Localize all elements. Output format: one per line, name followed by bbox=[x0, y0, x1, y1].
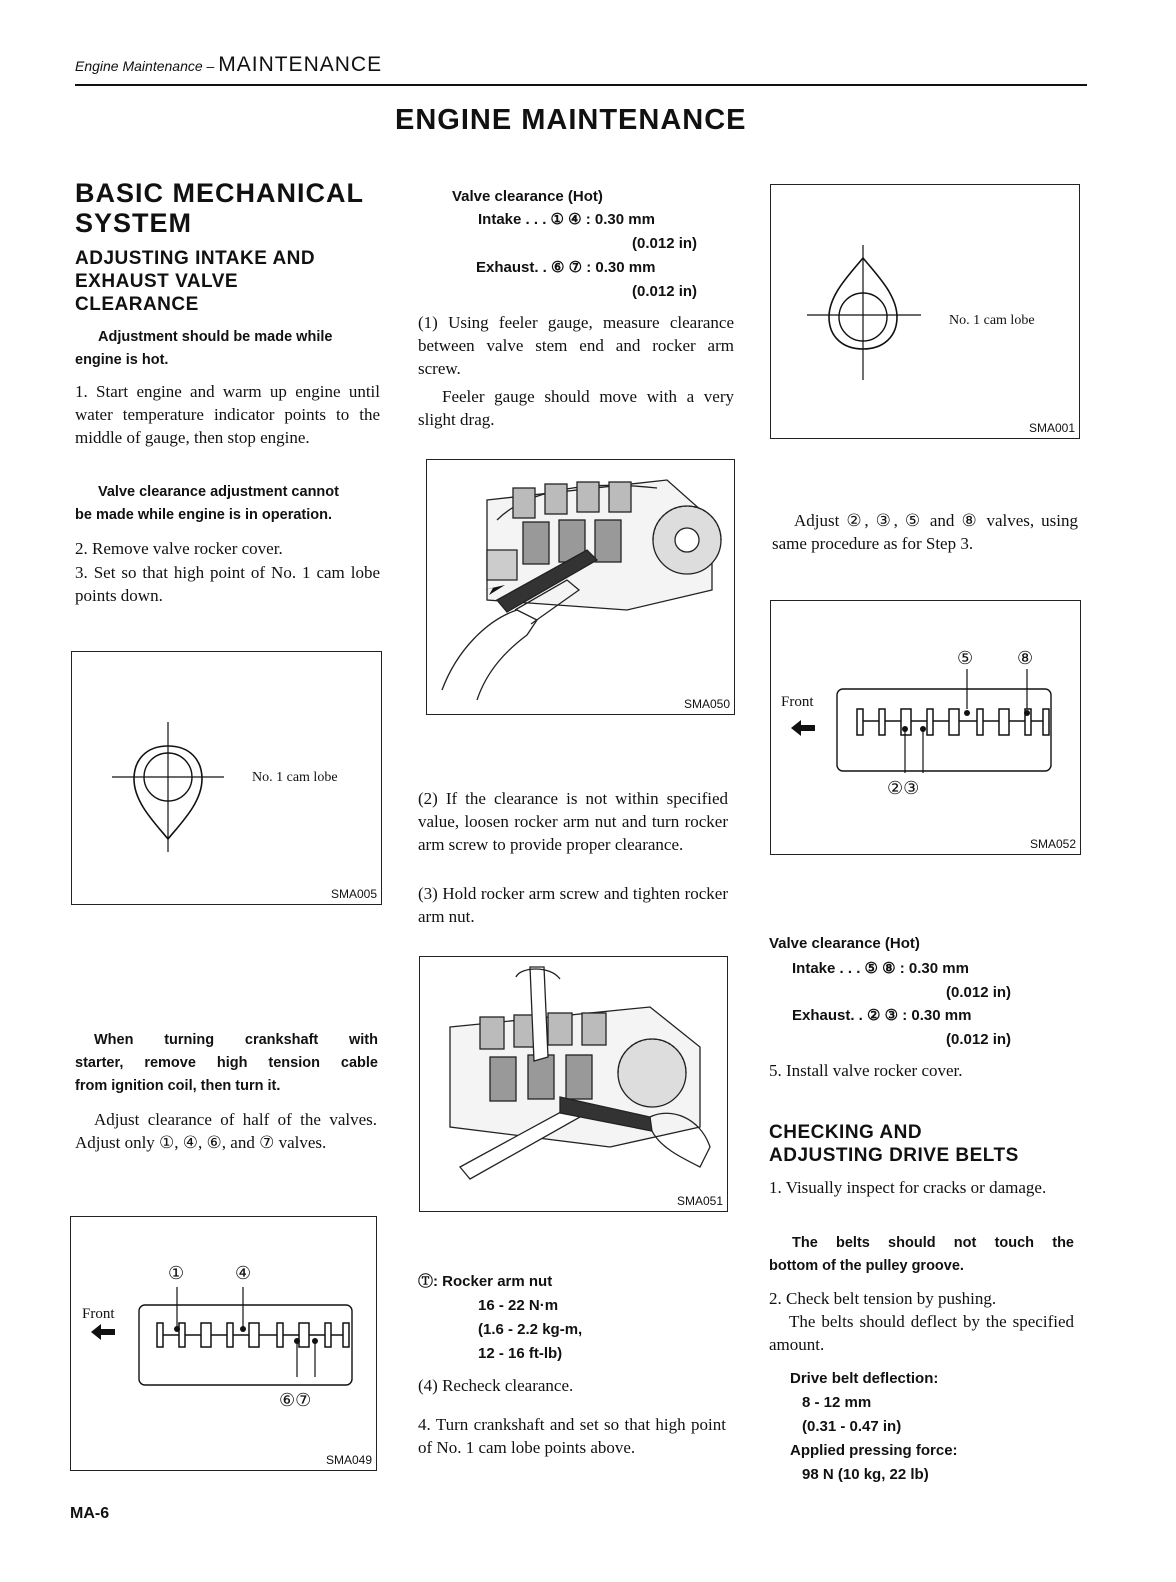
figure-code: SMA001 bbox=[1028, 421, 1075, 435]
valve-nums-bottom: ⑥⑦ bbox=[279, 1390, 312, 1410]
page-number: MA-6 bbox=[70, 1505, 110, 1522]
front-label: Front bbox=[781, 694, 814, 710]
valve-num-top-left: ① bbox=[168, 1263, 185, 1283]
valve-num-top-right: ④ bbox=[235, 1263, 252, 1283]
page-title: ENGINE MAINTENANCE bbox=[395, 104, 747, 136]
torque-label: Ⓣ: Rocker arm nut bbox=[418, 1273, 553, 1290]
rocker-arm-adjust-illustration bbox=[420, 957, 729, 1213]
figure-code: SMA052 bbox=[1029, 837, 1076, 851]
valve-nums-bottom: ②③ bbox=[887, 778, 920, 798]
note-crank-line-3: from ignition coil, then turn it. bbox=[75, 1078, 281, 1094]
figure-sma001 bbox=[770, 184, 1080, 439]
note-operation-line-1: Valve clearance adjustment cannot bbox=[98, 484, 339, 500]
note-hot-line-2: engine is hot. bbox=[75, 352, 169, 368]
subheading-line-3: CLEARANCE bbox=[75, 294, 199, 315]
camshaft-diagram bbox=[71, 1217, 378, 1472]
figure-sma052 bbox=[770, 600, 1081, 855]
valve-num-top-right: ⑧ bbox=[1017, 648, 1034, 668]
spec-intake-in: (0.012 in) bbox=[946, 984, 1012, 1001]
adjust-half-valves: Adjust clearance of half of the valves. Adjust only ①, ④, ⑥, and ⑦ valves. bbox=[75, 1110, 377, 1152]
belt-step-2b: The belts should deflect by the specified amount. bbox=[769, 1312, 1074, 1354]
figure-sma005 bbox=[71, 651, 382, 905]
figure-sma051 bbox=[419, 956, 728, 1212]
note-belt-line-2: bottom of the pulley groove. bbox=[769, 1258, 964, 1274]
step-5: 5. Install valve rocker cover. bbox=[769, 1061, 963, 1080]
cam-lobe-label: No. 1 cam lobe bbox=[949, 313, 1035, 328]
figure-sma050 bbox=[426, 459, 735, 715]
note-crank-line-2: starter, remove high tension cable bbox=[75, 1055, 378, 1071]
step-4: 4. Turn crankshaft and set so that high point of No. 1 cam lobe points above. bbox=[418, 1415, 726, 1457]
subheading-line-2: EXHAUST VALVE bbox=[75, 271, 239, 292]
subheading-drive-belts-1: CHECKING AND bbox=[769, 1122, 923, 1143]
valve-num-top-left: ⑤ bbox=[957, 648, 974, 668]
feeler-gauge-illustration bbox=[427, 460, 736, 716]
figure-sma049 bbox=[70, 1216, 377, 1471]
header-section: Engine Maintenance bbox=[75, 58, 203, 74]
deflection-title: Drive belt deflection: bbox=[790, 1370, 939, 1387]
spec-title: Valve clearance (Hot) bbox=[452, 188, 603, 205]
force-title: Applied pressing force: bbox=[790, 1442, 958, 1459]
header-rule bbox=[75, 84, 1087, 86]
note-operation-line-2: be made while engine is in operation. bbox=[75, 507, 333, 523]
torque-value-3: 12 - 16 ft-lb) bbox=[478, 1345, 563, 1362]
deflection-value-mm: 8 - 12 mm bbox=[802, 1394, 872, 1411]
figure-code: SMA050 bbox=[683, 697, 730, 711]
front-label: Front bbox=[82, 1306, 115, 1322]
header-separator: – bbox=[206, 58, 215, 74]
header-title: MAINTENANCE bbox=[218, 53, 383, 76]
cam-lobe-label: No. 1 cam lobe bbox=[252, 770, 338, 785]
spec-intake: Intake . . . ① ④ : 0.30 mm bbox=[478, 211, 655, 228]
spec-title: Valve clearance (Hot) bbox=[769, 935, 920, 952]
deflection-value-in: (0.31 - 0.47 in) bbox=[802, 1418, 902, 1435]
camshaft-diagram bbox=[771, 601, 1082, 856]
note-belt-line-1: The belts should not touch the bbox=[792, 1235, 1074, 1251]
figure-code: SMA005 bbox=[330, 887, 377, 901]
belt-step-1: 1. Visually inspect for cracks or damage. bbox=[769, 1178, 1047, 1197]
spec-intake: Intake . . . ⑤ ⑧ : 0.30 mm bbox=[792, 960, 969, 977]
step-2: 2. Remove valve rocker cover. bbox=[75, 539, 283, 558]
spec-exhaust-in: (0.012 in) bbox=[946, 1031, 1012, 1048]
spec-exhaust: Exhaust. . ② ③ : 0.30 mm bbox=[792, 1007, 972, 1024]
torque-value-2: (1.6 - 2.2 kg-m, bbox=[478, 1321, 583, 1338]
procedure-3: (3) Hold rocker arm screw and tighten rocker arm nut. bbox=[418, 884, 728, 926]
belt-step-2: 2. Check belt tension by pushing. bbox=[769, 1289, 997, 1308]
step-1: 1. Start engine and warm up engine until water temperature indicator points to the middle of gauge, then stop engine. bbox=[75, 382, 380, 447]
procedure-4: (4) Recheck clearance. bbox=[418, 1376, 574, 1395]
subheading-drive-belts-2: ADJUSTING DRIVE BELTS bbox=[769, 1145, 1019, 1166]
procedure-1b: Feeler gauge should move with a very slight drag. bbox=[418, 387, 734, 429]
heading-basic-mechanical: BASIC MECHANICAL bbox=[75, 178, 364, 208]
subheading-line-1: ADJUSTING INTAKE AND bbox=[75, 248, 316, 269]
running-header bbox=[75, 52, 382, 79]
spec-intake-in: (0.012 in) bbox=[632, 235, 698, 252]
procedure-1: (1) Using feeler gauge, measure clearance between valve stem end and rocker arm screw. bbox=[418, 313, 734, 378]
force-value: 98 N (10 kg, 22 lb) bbox=[802, 1466, 929, 1483]
torque-value-1: 16 - 22 N·m bbox=[478, 1297, 559, 1314]
adjust-other-valves: Adjust ②, ③, ⑤ and ⑧ valves, using same procedure as for Step 3. bbox=[772, 511, 1078, 553]
note-crank-line-1: When turning crankshaft with bbox=[94, 1032, 378, 1048]
figure-code: SMA049 bbox=[325, 1453, 372, 1467]
figure-code: SMA051 bbox=[676, 1194, 723, 1208]
heading-system: SYSTEM bbox=[75, 208, 193, 238]
spec-exhaust-in: (0.012 in) bbox=[632, 283, 698, 300]
step-3: 3. Set so that high point of No. 1 cam lobe points down. bbox=[75, 563, 380, 605]
note-hot-line-1: Adjustment should be made while bbox=[98, 329, 333, 345]
spec-exhaust: Exhaust. . ⑥ ⑦ : 0.30 mm bbox=[476, 259, 656, 276]
procedure-2: (2) If the clearance is not within specified value, loosen rocker arm nut and turn rocker arm screw to provide proper clearance. bbox=[418, 789, 728, 854]
